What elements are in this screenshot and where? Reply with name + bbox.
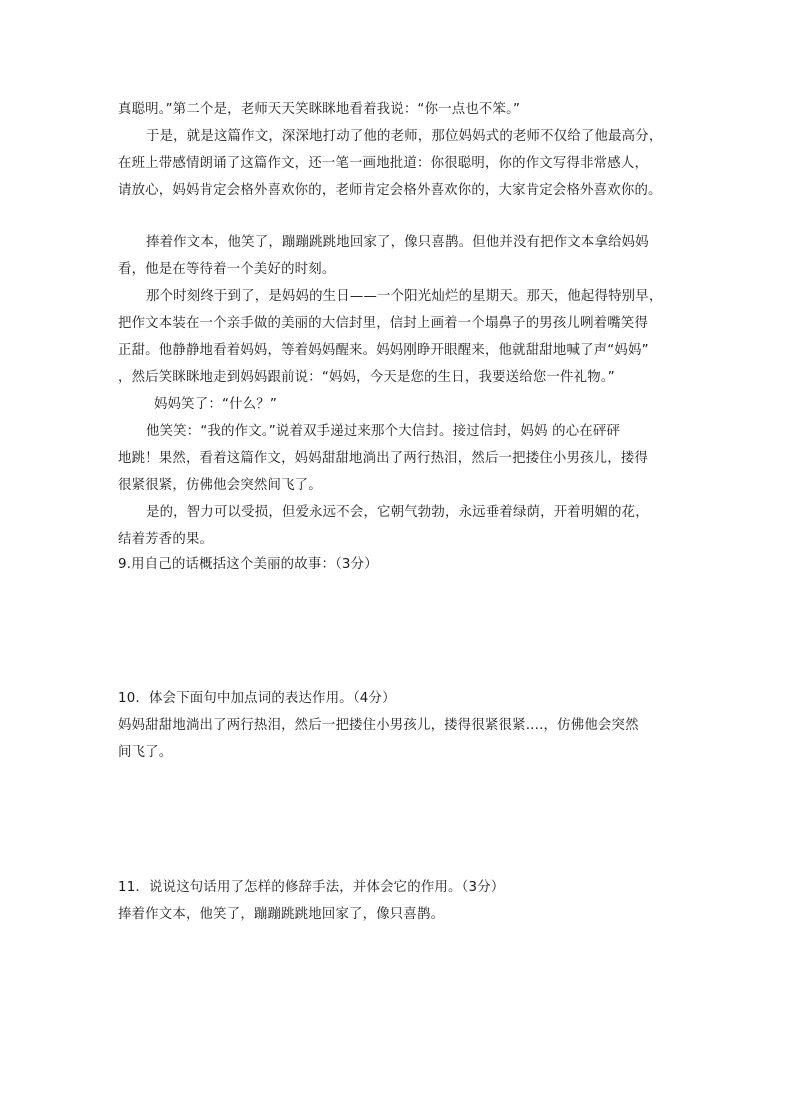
question-10-sentence-line-2: 间飞了。 xyxy=(118,745,173,760)
passage-line-15: 是的，智力可以受损，但爱永远不会，它朝气勃勃，永远垂着绿荫，开着明媚的花， xyxy=(146,505,649,520)
passage-line-3: 在班上带感情朗诵了这篇作文，还一笔一画地批道：你很聪明，你的作文写得非常感人， xyxy=(118,156,649,171)
question-11: 11．说说这句话用了怎样的修辞手法，并体会它的作用。（3分） xyxy=(118,880,505,895)
passage-line-13: 地跳！果然，看着这篇作文，妈妈甜甜地淌出了两行热泪，然后一把搂住小男孩儿，搂得 xyxy=(118,451,649,466)
passage-line-6: 看，他是在等待着一个美好的时刻。 xyxy=(118,262,336,277)
passage-line-12: 他笑笑：“我的作文。”说着双手递过来那个大信封。接过信封，妈妈 的心在砰砰 xyxy=(146,424,621,439)
passage-line-1: 真聪明。”第二个是，老师天天笑眯眯地看着我说：“你一点也不笨。” xyxy=(118,102,521,117)
question-10-sentence-line-1: 妈妈甜甜地淌出了两行热泪，然后一把搂住小男孩儿，搂得很紧很紧....，仿佛他会突然 xyxy=(118,718,639,733)
passage-line-10: ，然后笑眯眯地走到妈妈跟前说：“妈妈，今天是您的生日，我要送给您一件礼物。” xyxy=(118,370,615,385)
passage-line-14: 很紧很紧，仿佛他会突然间飞了。 xyxy=(118,478,322,493)
passage-line-16: 结着芳香的果。 xyxy=(118,532,214,547)
question-11-sentence: 捧着作文本，他笑了，蹦蹦跳跳地回家了，像只喜鹊。 xyxy=(118,907,445,922)
passage-line-9: 正甜。他静静地看着妈妈，等着妈妈醒来。妈妈刚睁开眼醒来，他就甜甜地喊了声“妈妈” xyxy=(118,343,649,358)
question-9: 9.用自己的话概括这个美丽的故事：（3分） xyxy=(118,557,378,572)
passage-line-8: 把作文本装在一个亲手做的美丽的大信封里，信封上画着一个塌鼻子的男孩儿咧着嘴笑得 xyxy=(118,316,649,331)
passage-line-5: 捧着作文本，他笑了，蹦蹦跳跳地回家了，像只喜鹊。但他并没有把作文本拿给妈妈 xyxy=(146,235,649,250)
passage-line-4: 请放心，妈妈肯定会格外喜欢你的，老师肯定会格外喜欢你的，大家肯定会格外喜欢你的。 xyxy=(118,183,662,198)
passage-line-7: 那个时刻终于到了，是妈妈的生日——一个阳光灿烂的星期天。那天，他起得特别早， xyxy=(146,289,663,304)
passage-line-11: 妈妈笑了：“什么？” xyxy=(154,397,277,412)
passage-line-2: 于是，就是这篇作文，深深地打动了他的老师，那位妈妈式的老师不仅给了他最高分， xyxy=(146,129,663,144)
question-10: 10．体会下面句中加点词的表达作用。（4分） xyxy=(118,691,396,706)
